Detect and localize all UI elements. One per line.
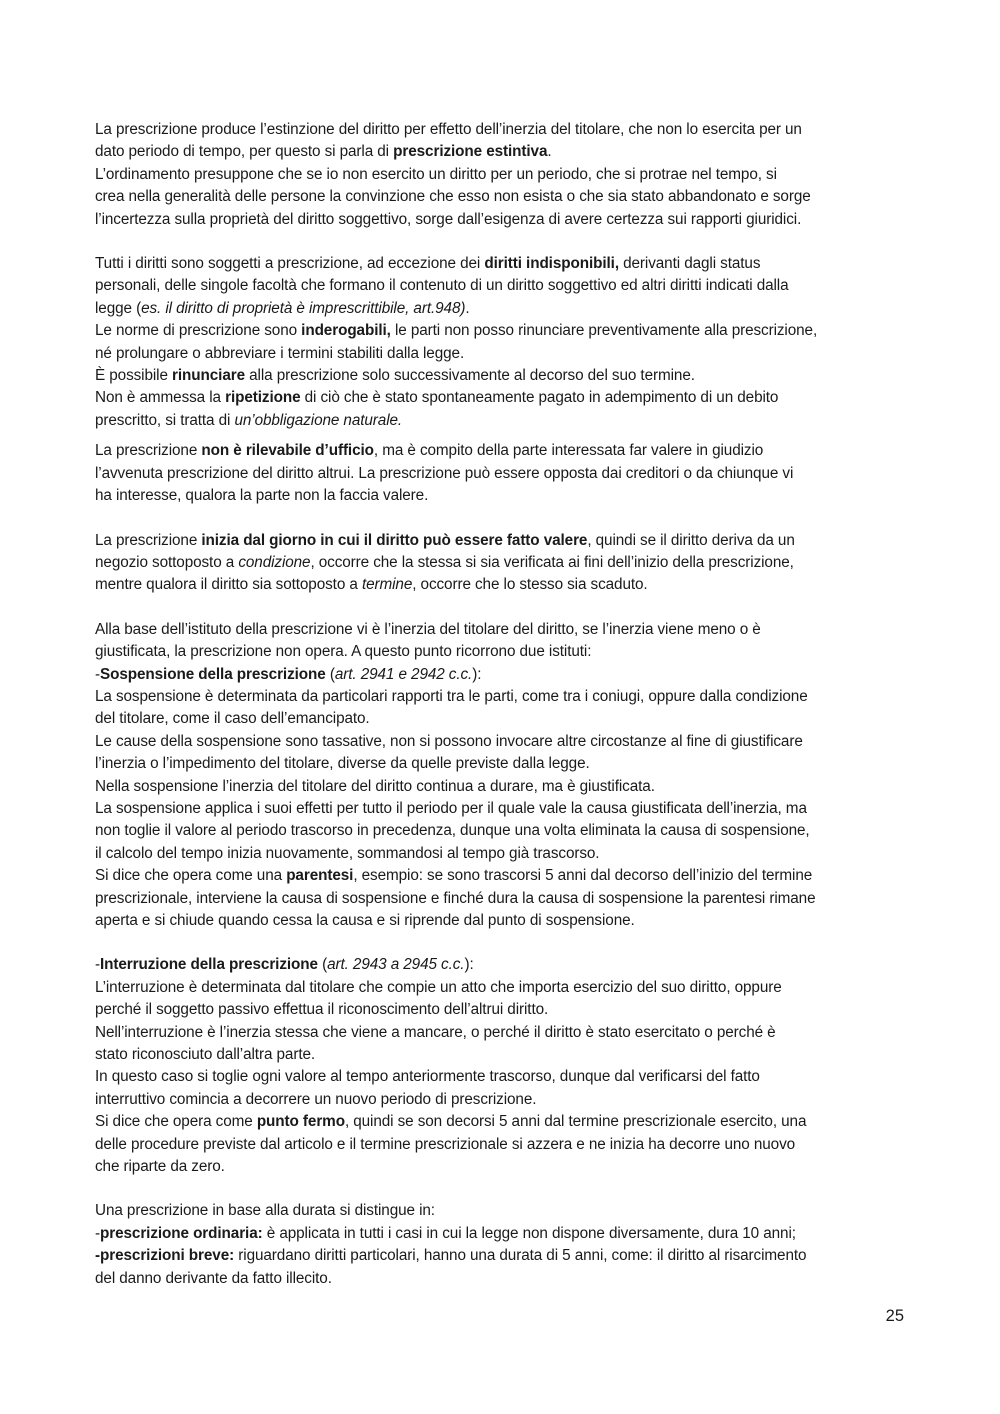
text-line	[95, 954, 910, 976]
text-run: che riparte da zero.	[95, 1158, 225, 1176]
paragraph-spacer	[95, 597, 910, 619]
text-run: -	[95, 956, 100, 974]
text-run: , quindi se son decorsi 5 anni dal termine prescrizionale esercito, una	[344, 1113, 807, 1131]
text-line	[95, 463, 910, 485]
text-run: negozio sottoposto a	[95, 553, 239, 571]
text-line	[95, 1022, 910, 1044]
text-run: -	[95, 1224, 100, 1242]
text-run: perché il soggetto passivo effettua il riconoscimento dell’altrui diritto.	[95, 1001, 549, 1019]
text-run: , esempio: se sono trascorsi 5 anni dal decorso dell’inizio del termine	[353, 867, 813, 885]
text-run: Si dice che opera come una	[95, 867, 287, 885]
text-line	[95, 1268, 910, 1290]
text-line	[95, 686, 910, 708]
italic-text: condizione	[238, 553, 311, 571]
text-run: , occorre che la stessa si sia verificata ai fini dell’inizio della prescrizione,	[310, 553, 794, 571]
text-run: prescrizionale, interviene la causa di sospensione e finché dura la causa di sospensione la parentesi rimane	[95, 889, 816, 907]
italic-text: art. 2941 e 2942 c.c.	[334, 665, 473, 683]
text-run: del titolare, come il caso dell’emancipato.	[95, 710, 370, 728]
text-run: È possibile	[95, 367, 173, 385]
text-line	[95, 865, 910, 887]
text-run: La prescrizione produce l’estinzione del diritto per effetto dell’inerzia del titolare, che non lo esercita per un	[95, 121, 802, 138]
text-line	[95, 1245, 910, 1267]
bold-text: diritti indisponibili,	[484, 255, 619, 273]
paragraph	[95, 1200, 910, 1290]
text-run: crea nella generalità delle persone la convinzione che esso non esista o che sia stato abbandonato e sorge	[95, 188, 811, 206]
text-line	[95, 320, 910, 342]
text-run: Nell’interruzione è l’inerzia stessa che viene a mancare, o perché il diritto è stato esercitato o perché è	[95, 1023, 776, 1041]
text-run: è applicata in tutti i casi in cui la legge non dispone diversamente, dura 10 anni;	[262, 1224, 796, 1242]
bold-text: non è rilevabile d’ufficio	[201, 442, 374, 460]
text-run: ):	[472, 665, 482, 683]
text-run: interruttivo comincia a decorrere un nuovo periodo di prescrizione.	[95, 1090, 537, 1108]
text-line	[95, 641, 910, 663]
text-run: prescritto, si tratta di	[95, 411, 235, 429]
text-line	[95, 574, 910, 596]
page-number: 25	[885, 1307, 904, 1325]
text-run: La prescrizione	[95, 442, 202, 460]
text-run: personali, delle singole facoltà che formano il contenuto di un diritto soggettivo ed altri diritti indicati dalla	[95, 277, 789, 295]
text-run: del danno derivante da fatto illecito.	[95, 1269, 332, 1287]
paragraph-spacer	[95, 231, 910, 253]
text-line	[95, 365, 910, 387]
text-line	[95, 298, 910, 320]
text-run: di ciò che è stato spontaneamente pagato in adempimento di un debito	[300, 389, 779, 407]
text-line	[95, 186, 910, 208]
text-run: mentre qualora il diritto sia sottoposto a	[95, 576, 362, 594]
text-line	[95, 552, 910, 574]
text-line	[95, 1156, 910, 1178]
text-run: l’avvenuta prescrizione del diritto altrui. La prescrizione può essere opposta dai creditori o da chiunque vi	[95, 464, 794, 482]
text-run: Non è ammessa la	[95, 389, 226, 407]
bold-text: prescrizione estintiva	[393, 143, 548, 161]
text-line	[95, 888, 910, 910]
bold-text: rinunciare	[172, 367, 245, 385]
document-body	[95, 119, 910, 1290]
text-run: giustificata, la prescrizione non opera. A questo punto ricorrono due istituti:	[95, 643, 592, 661]
text-run: il calcolo del tempo inizia nuovamente, sommandosi al tempo già trascorso.	[95, 844, 600, 862]
text-run: Tutti i diritti sono soggetti a prescrizione, ad eccezione dei	[95, 255, 485, 273]
text-line	[95, 387, 910, 409]
text-run: stato riconosciuto dall’altra parte.	[95, 1046, 316, 1064]
text-run: , occorre che lo stesso sia scaduto.	[412, 576, 648, 594]
text-line	[95, 820, 910, 842]
text-run: delle procedure previste dal articolo e il termine prescrizionale si azzera e ne inizia ha decorre uno nuovo	[95, 1135, 796, 1153]
text-line	[95, 1089, 910, 1111]
italic-text: termine	[361, 576, 413, 594]
text-run: aperta e si chiude quando cessa la causa e si riprende dal punto di sospensione.	[95, 912, 635, 929]
text-run: L’ordinamento presuppone che se io non esercito un diritto per un periodo, che si protrae nel tempo, si	[95, 165, 777, 183]
text-run: alla prescrizione solo successivamente al decorso del suo termine.	[245, 367, 695, 385]
text-line	[95, 485, 910, 507]
italic-text: es. il diritto di proprietà è imprescrittibile, art.948)	[141, 299, 466, 317]
italic-text: art. 2943 a 2945 c.c.	[327, 956, 465, 974]
text-line	[95, 843, 910, 865]
text-run: , quindi se il diritto deriva da un	[587, 531, 795, 549]
text-line	[95, 708, 910, 730]
text-run: -	[95, 665, 100, 683]
text-line	[95, 753, 910, 775]
text-run: derivanti dagli status	[618, 255, 761, 273]
paragraph-spacer	[95, 1178, 910, 1200]
paragraph	[95, 530, 910, 597]
text-run: (	[317, 956, 328, 974]
bold-text: Interruzione della prescrizione	[100, 956, 318, 974]
bold-text: ripetizione	[225, 389, 301, 407]
paragraph	[95, 619, 910, 933]
text-line	[95, 1223, 910, 1245]
text-run: .	[547, 143, 552, 161]
paragraph-spacer	[95, 432, 910, 440]
paragraph	[95, 119, 910, 231]
paragraph	[95, 253, 910, 432]
bold-text: punto fermo	[256, 1113, 345, 1131]
text-run: le parti non posso rinunciare preventivamente alla prescrizione,	[390, 322, 818, 340]
text-run: In questo caso si toglie ogni valore al tempo anteriormente trascorso, dunque dal verificarsi del fatto	[95, 1068, 760, 1086]
text-run: Alla base dell’istituto della prescrizione vi è l’inerzia del titolare del diritto, se l’inerzia viene meno o è	[95, 620, 761, 638]
text-line	[95, 1111, 910, 1133]
text-line	[95, 731, 910, 753]
text-run: Le norme di prescrizione sono	[95, 322, 302, 340]
text-line	[95, 1044, 910, 1066]
text-line	[95, 1200, 910, 1222]
text-line	[95, 209, 910, 231]
text-line	[95, 798, 910, 820]
text-line	[95, 410, 910, 432]
text-line	[95, 910, 910, 932]
text-run: Una prescrizione in base alla durata si distingue in:	[95, 1202, 435, 1220]
paragraph-spacer	[95, 508, 910, 530]
paragraph	[95, 440, 910, 507]
text-run: Si dice che opera come	[95, 1113, 257, 1131]
text-run: l’inerzia o l’impedimento del titolare, diverse da quelle previste dalla legge.	[95, 755, 590, 773]
text-run: L’interruzione è determinata dal titolare che compie un atto che importa esercizio del suo diritto, oppure	[95, 978, 782, 996]
bold-text: inizia dal giorno in cui il diritto può essere fatto valere	[201, 531, 588, 549]
text-line	[95, 343, 910, 365]
paragraph	[95, 954, 910, 1178]
paragraph-spacer	[95, 932, 910, 954]
italic-text: un’obbligazione naturale.	[234, 411, 403, 429]
text-line	[95, 275, 910, 297]
text-run: l’incertezza sulla proprietà del diritto soggettivo, sorge dall’esigenza di avere certezza sui rapporti giuridici.	[95, 210, 802, 228]
text-run: La sospensione è determinata da particolari rapporti tra le parti, come tra i coniugi, oppure dalla condizione	[95, 687, 808, 705]
text-run: .	[465, 299, 470, 317]
text-run: non toglie il valore al periodo trascorso in precedenza, dunque una volta eliminata la causa di sospensione,	[95, 822, 810, 840]
text-run: legge (	[95, 299, 142, 317]
text-run: né prolungare o abbreviare i termini stabiliti dalla legge.	[95, 344, 465, 362]
text-line	[95, 164, 910, 186]
text-line	[95, 141, 910, 163]
text-line	[95, 253, 910, 275]
text-run: Nella sospensione l’inerzia del titolare del diritto continua a durare, ma è giustificata.	[95, 777, 655, 795]
bold-text: Sospensione della prescrizione	[100, 665, 326, 683]
bold-text: parentesi	[286, 867, 354, 885]
text-run: , ma è compito della parte interessata far valere in giudizio	[373, 442, 764, 460]
text-line	[95, 776, 910, 798]
text-line	[95, 119, 910, 141]
text-line	[95, 977, 910, 999]
text-line	[95, 1134, 910, 1156]
text-run: La prescrizione	[95, 531, 202, 549]
text-run: Le cause della sospensione sono tassative, non si possono invocare altre circostanze al fine di giustificare	[95, 732, 803, 750]
text-line	[95, 1066, 910, 1088]
text-line	[95, 530, 910, 552]
text-run: ):	[464, 956, 474, 974]
bold-text: inderogabili,	[301, 322, 391, 340]
text-run: riguardano diritti particolari, hanno una durata di 5 anni, come: il diritto al risarcimento	[234, 1247, 807, 1265]
text-line	[95, 664, 910, 686]
text-run: dato periodo di tempo, per questo si parla di	[95, 143, 394, 161]
text-line	[95, 440, 910, 462]
text-line	[95, 999, 910, 1021]
text-run: (	[325, 665, 335, 683]
bold-text: -prescrizioni breve:	[95, 1247, 235, 1265]
text-line	[95, 619, 910, 641]
bold-text: prescrizione ordinaria:	[100, 1224, 263, 1242]
text-run: ha interesse, qualora la parte non la faccia valere.	[95, 487, 429, 505]
text-run: La sospensione applica i suoi effetti per tutto il periodo per il quale vale la causa giustificata dell’inerzia, ma	[95, 799, 807, 817]
